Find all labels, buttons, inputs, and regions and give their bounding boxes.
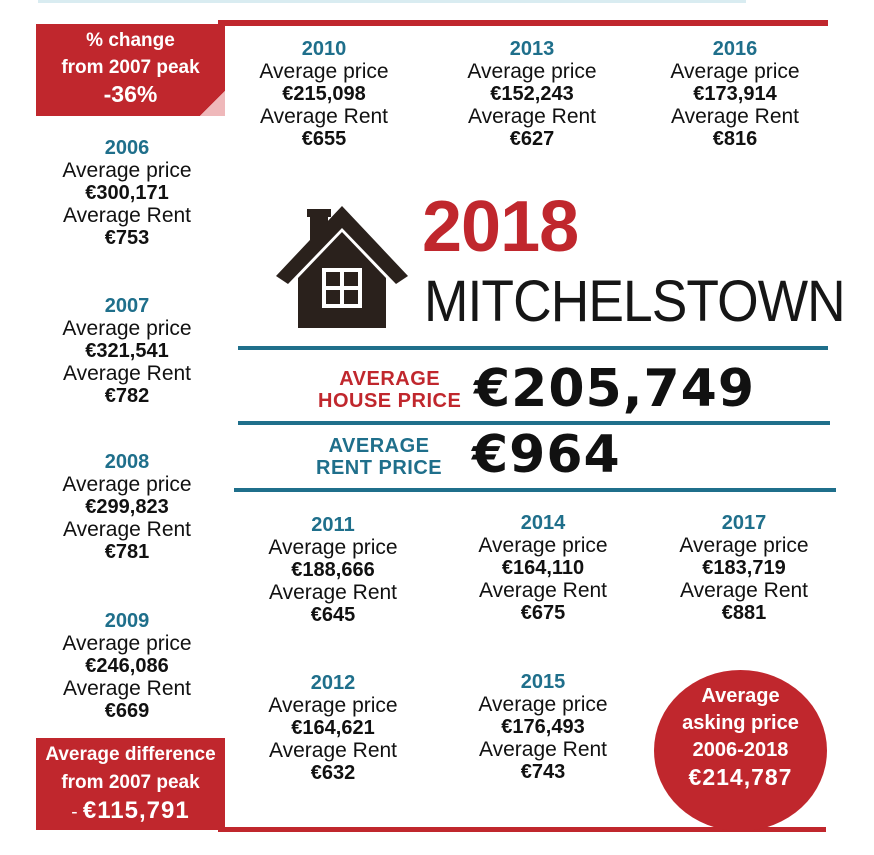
top-red-rule	[218, 20, 828, 26]
year-block-2009	[27, 610, 227, 722]
price-value: €300,171	[85, 182, 169, 204]
year-block-2006	[27, 137, 227, 249]
price-value: €321,541	[85, 340, 169, 362]
year-label: 2012	[310, 672, 356, 694]
house-icon	[274, 202, 410, 328]
price-label: Average price	[268, 694, 398, 717]
price-label: Average price	[62, 632, 192, 655]
year-block-2010	[224, 38, 424, 150]
rent-value: €781	[104, 541, 150, 563]
change-label-2: from 2007 peak	[61, 57, 200, 78]
price-value: €215,098	[282, 83, 366, 105]
house-label-line-1: AVERAGE	[339, 368, 441, 390]
year-label: 2013	[509, 38, 555, 60]
year-label: 2015	[520, 671, 566, 693]
difference-value: €115,791	[82, 797, 190, 824]
price-value: €164,110	[501, 557, 585, 579]
asking-label-3: 2006-2018	[692, 739, 789, 761]
year-block-2016	[635, 38, 835, 150]
rent-value: €753	[104, 227, 150, 249]
rent-price-value: €964	[472, 425, 621, 485]
price-value: €183,719	[702, 557, 786, 579]
asking-value: €214,787	[688, 764, 793, 790]
average-difference-box	[36, 738, 225, 830]
flag-fold	[199, 91, 225, 116]
year-label: 2006	[104, 137, 150, 159]
price-value: €299,823	[85, 496, 169, 518]
price-value: €176,493	[501, 716, 585, 738]
rent-value: €645	[310, 604, 356, 626]
price-label: Average price	[478, 534, 608, 557]
year-label: 2014	[520, 512, 566, 534]
rent-label: Average Rent	[62, 677, 192, 700]
price-value: €152,243	[490, 83, 574, 105]
rent-value: €632	[310, 762, 356, 784]
rent-label: Average Rent	[62, 204, 192, 227]
year-block-2011	[233, 514, 433, 626]
rent-label: Average Rent	[268, 739, 398, 762]
rent-label-line-1: AVERAGE	[328, 435, 430, 457]
year-label: 2017	[721, 512, 767, 534]
rent-label: Average Rent	[478, 738, 608, 761]
year-block-2007	[27, 295, 227, 407]
rent-value: €782	[104, 385, 150, 407]
rent-value: €881	[721, 602, 767, 624]
year-block-2013	[432, 38, 632, 150]
year-label: 2008	[104, 451, 150, 473]
title-year: 2018	[422, 187, 579, 267]
price-label: Average price	[259, 60, 389, 83]
price-label: Average price	[62, 159, 192, 182]
house-label-line-2: HOUSE PRICE	[318, 390, 462, 412]
divider-3	[234, 488, 836, 492]
rent-price-label	[316, 435, 442, 479]
rent-value: €669	[104, 700, 150, 722]
house-price-label	[318, 368, 461, 412]
year-block-2017	[644, 512, 844, 624]
price-label: Average price	[670, 60, 800, 83]
year-block-2014	[443, 512, 643, 624]
rent-label: Average Rent	[259, 105, 389, 128]
price-label: Average price	[62, 473, 192, 496]
rent-value: €675	[520, 602, 566, 624]
rent-label: Average Rent	[268, 581, 398, 604]
year-block-2012	[233, 672, 433, 784]
year-label: 2009	[104, 610, 150, 632]
price-label: Average price	[268, 536, 398, 559]
price-label: Average price	[467, 60, 597, 83]
price-label: Average price	[62, 317, 192, 340]
year-block-2015	[443, 671, 643, 783]
year-label: 2007	[104, 295, 150, 317]
year-label: 2010	[301, 38, 347, 60]
price-label: Average price	[679, 534, 809, 557]
year-label: 2016	[712, 38, 758, 60]
rent-value: €816	[712, 128, 758, 150]
percent-change-flag	[36, 24, 225, 116]
house-price-value: €205,749	[474, 359, 756, 419]
rent-label: Average Rent	[670, 105, 800, 128]
rent-value: €655	[301, 128, 347, 150]
change-value: -36%	[103, 81, 158, 107]
rent-label: Average Rent	[478, 579, 608, 602]
price-label: Average price	[478, 693, 608, 716]
asking-price-circle	[654, 670, 827, 831]
price-value: €246,086	[85, 655, 169, 677]
rent-value: €743	[520, 761, 566, 783]
asking-label-2: asking price	[682, 712, 799, 734]
rent-label: Average Rent	[467, 105, 597, 128]
top-rule	[38, 0, 746, 3]
price-value: €173,914	[693, 83, 777, 105]
price-value: €164,621	[291, 717, 375, 739]
rent-label: Average Rent	[679, 579, 809, 602]
rent-label: Average Rent	[62, 518, 192, 541]
change-label-1: % change	[86, 30, 175, 51]
difference-label-2: from 2007 peak	[61, 772, 200, 793]
title-town: MITCHELSTOWN	[424, 269, 845, 334]
difference-label-1: Average difference	[45, 744, 216, 765]
rent-label-line-2: RENT PRICE	[316, 457, 443, 479]
rent-label: Average Rent	[62, 362, 192, 385]
year-label: 2011	[311, 514, 355, 536]
year-block-2008	[27, 451, 227, 563]
difference-dash: -	[71, 802, 78, 823]
price-value: €188,666	[291, 559, 375, 581]
asking-label-1: Average	[701, 685, 780, 707]
divider-1	[238, 346, 828, 350]
rent-value: €627	[509, 128, 555, 150]
